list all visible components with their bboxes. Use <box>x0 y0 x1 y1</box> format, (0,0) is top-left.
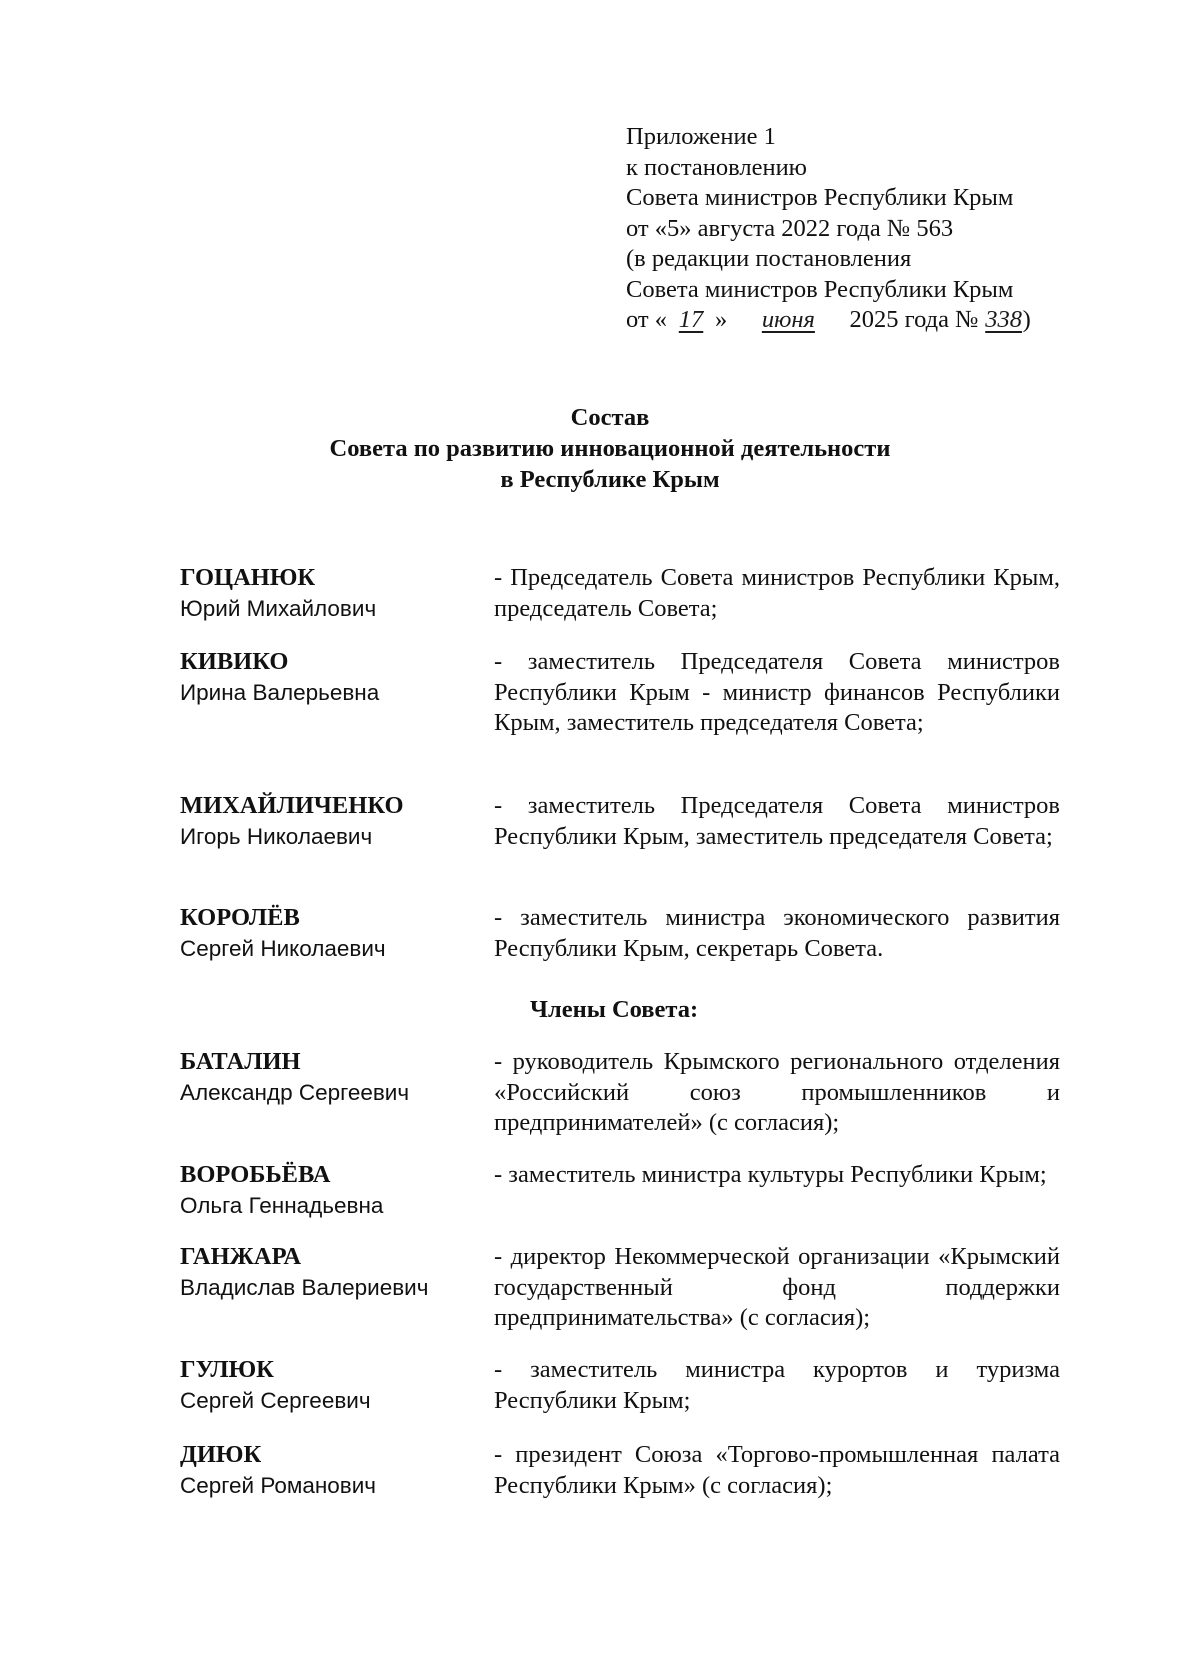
member-role: - заместитель Председателя Совета министров Республики Крым - министр финансов Республики Крым, заместитель председателя Совета; <box>494 648 1060 736</box>
member-role: - заместитель министра культуры Республики Крым; <box>494 1161 1047 1188</box>
annex-line: к постановлению <box>626 153 807 181</box>
member-name <box>180 1242 480 1303</box>
member-given-name: Юрий Михайлович <box>180 595 377 621</box>
member-name <box>180 1160 480 1221</box>
member-role: - руководитель Крымского регионального отделения «Российский союз промышленников и предпринимателей» (с согласия); <box>494 1048 1060 1136</box>
member-surname: ГУЛЮК <box>180 1356 274 1383</box>
member-role: - заместитель министра курортов и туризма Республики Крым; <box>494 1356 1060 1414</box>
title-line: Совета по развитию инновационной деятельности <box>329 435 891 462</box>
members-heading: Члены Совета: <box>530 996 699 1023</box>
member-surname: ГОЦАНЮК <box>180 564 316 591</box>
date-suffix: ) <box>1022 306 1031 333</box>
member-role: - президент Союза «Торгово-промышленная палата Республики Крым» (с согласия); <box>494 1441 1060 1499</box>
member-surname: ВОРОБЬЁВА <box>180 1161 331 1188</box>
member-surname: ДИЮК <box>180 1441 262 1468</box>
member-given-name: Сергей Сергеевич <box>180 1387 371 1413</box>
date-mid: » <box>715 306 734 333</box>
member-role: - Председатель Совета министров Республики Крым, председатель Совета; <box>494 564 1060 622</box>
member-given-name: Ирина Валерьевна <box>180 679 380 705</box>
member-name <box>180 791 480 852</box>
annex-line: от «5» августа 2022 года № 563 <box>626 214 954 242</box>
member-surname: ГАНЖАРА <box>180 1243 302 1270</box>
member-surname: БАТАЛИН <box>180 1048 301 1075</box>
date-prefix: от « <box>626 306 668 333</box>
member-role: - заместитель министра экономического развития Республики Крым, секретарь Совета. <box>494 904 1060 962</box>
title-line: в Республике Крым <box>500 466 720 493</box>
member-given-name: Сергей Романович <box>180 1472 377 1498</box>
handwritten-day: 17 <box>678 306 704 333</box>
annex-header <box>626 122 1096 336</box>
member-given-name: Сергей Николаевич <box>180 935 386 961</box>
member-surname: КОРОЛЁВ <box>180 904 300 931</box>
member-name <box>180 1355 480 1416</box>
document-title <box>200 402 1020 495</box>
date-year: 2025 года № <box>843 306 985 333</box>
member-given-name: Игорь Николаевич <box>180 823 373 849</box>
annex-date-line <box>626 305 1096 336</box>
member-name <box>180 903 480 964</box>
annex-line: Приложение 1 <box>626 123 776 150</box>
member-name <box>180 1440 480 1501</box>
member-given-name: Владислав Валериевич <box>180 1274 429 1300</box>
annex-line: Совета министров Республики Крым <box>626 184 1014 211</box>
annex-line: Совета министров Республики Крым <box>626 275 1014 303</box>
member-surname: КИВИКО <box>180 648 289 675</box>
annex-line: (в редакции постановления <box>626 245 912 272</box>
handwritten-month: июня <box>761 306 815 333</box>
member-surname: МИХАЙЛИЧЕНКО <box>180 792 404 819</box>
member-role: - директор Некоммерческой организации «Крымский государственный фонд поддержки предпринимательства» (с согласия); <box>494 1243 1060 1331</box>
member-name <box>180 1047 480 1108</box>
member-given-name: Александр Сергеевич <box>180 1079 410 1105</box>
member-name <box>180 563 480 624</box>
title-line: Состав <box>570 404 650 431</box>
handwritten-number: 338 <box>985 306 1022 333</box>
member-given-name: Ольга Геннадьевна <box>180 1192 384 1218</box>
member-name <box>180 647 480 708</box>
member-role: - заместитель Председателя Совета министров Республики Крым, заместитель председателя Совета; <box>494 792 1060 850</box>
